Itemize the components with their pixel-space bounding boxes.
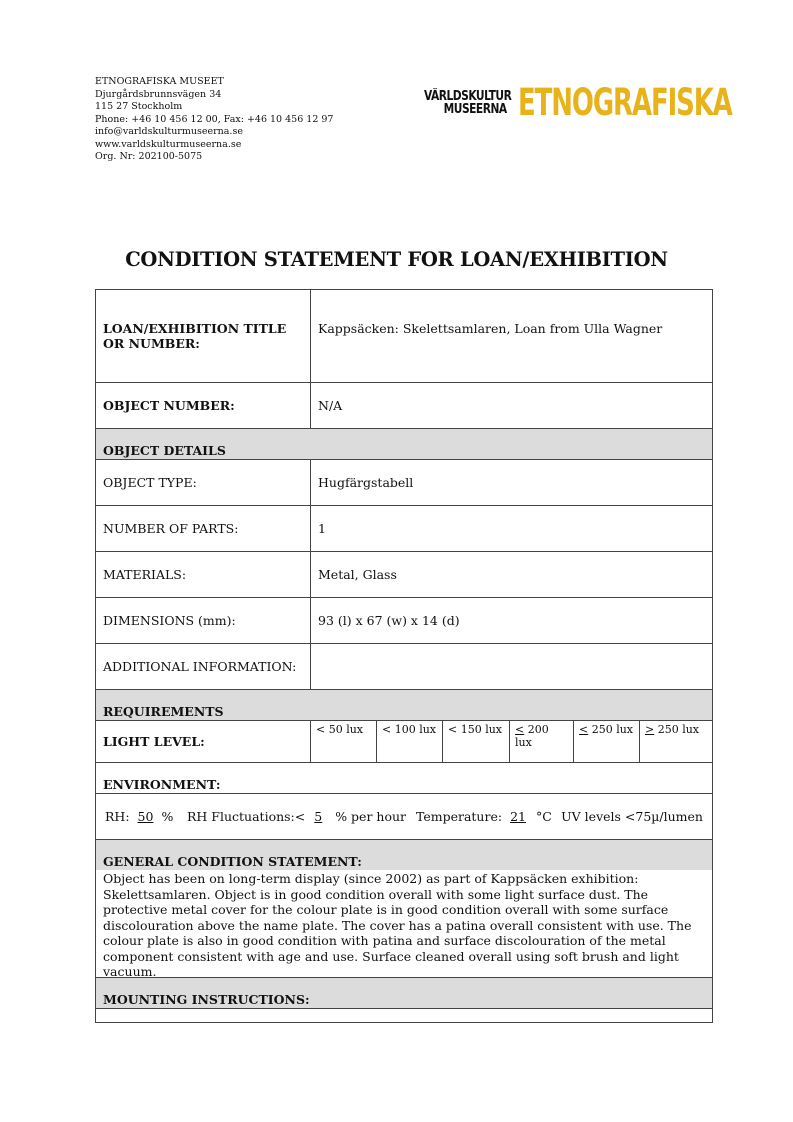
light-level-row [96, 720, 712, 762]
rh-value[interactable]: 50 [137, 809, 154, 824]
requirements-heading: REQUIREMENTS [96, 689, 712, 720]
light-level-options [311, 721, 712, 762]
object-type-row [96, 459, 712, 505]
light-option-text: 150 lux [457, 723, 503, 736]
object-number-value[interactable]: N/A [318, 398, 343, 413]
environment-row [96, 793, 712, 839]
light-option[interactable] [510, 721, 574, 762]
object-type-label: OBJECT TYPE: [96, 460, 311, 505]
loan-title-label: LOAN/EXHIBITION TITLE OR NUMBER: [96, 290, 311, 382]
loan-title-row [96, 290, 712, 382]
light-option-text: 250 lux [654, 723, 700, 736]
object-type-value[interactable]: Hugfärgstabell [318, 475, 414, 490]
light-option-prefix: > [645, 723, 655, 736]
logo-wordmark: ETNOGRAFISKA [518, 81, 733, 124]
light-option-prefix: < [316, 723, 326, 736]
object-number-label: OBJECT NUMBER: [96, 383, 311, 428]
address-line: 115 27 Stockholm [95, 101, 183, 112]
address-line: www.varldskulturmuseerna.se [95, 138, 242, 150]
address-line: Phone: +46 10 456 12 00, Fax: +46 10 456 12 97 [95, 113, 334, 125]
parts-value[interactable]: 1 [318, 521, 326, 536]
dimensions-value[interactable]: 93 (l) x 67 (w) x 14 (d) [318, 613, 460, 628]
dimensions-row [96, 597, 712, 643]
light-option[interactable] [443, 721, 510, 762]
object-number-row [96, 382, 712, 428]
museum-address [95, 76, 333, 164]
rh-fluct-value[interactable]: 5 [314, 809, 323, 824]
rh-unit: % [161, 809, 174, 824]
environment-heading: ENVIRONMENT: [96, 762, 712, 793]
rh-fluct-unit: % per hour [335, 809, 407, 824]
uv-levels: UV levels <75µ/lumen [561, 809, 703, 824]
rh-fluct-label: RH Fluctuations:< [187, 809, 306, 824]
loan-title-value[interactable]: Kappsäcken: Skelettsamlaren, Loan from Ulla Wagner [318, 321, 663, 336]
light-option[interactable] [640, 721, 712, 762]
additional-info-value[interactable] [311, 644, 712, 689]
additional-info-row [96, 643, 712, 689]
address-line: ETNOGRAFISKA MUSEET [95, 76, 224, 87]
light-option-text: 50 lux [325, 723, 364, 736]
light-option[interactable] [311, 721, 377, 762]
general-condition-text[interactable]: Object has been on long-term display (since 2002) as part of Kappsäcken exhibition: Skelettsamlaren. Object is in good condition overall with some light surface dust. The protective metal cover for the colour plate is in good condition overall with some surface discolouration above the name plate. The cover has a patina overall consistent with use. The colour plate is also in good condition with patina and surface discolouration of the metal component consistent with age and use. Surface cleaned overall using soft brush and light vacuum. [103, 871, 692, 979]
parts-row [96, 505, 712, 551]
object-details-heading: OBJECT DETAILS [96, 428, 712, 459]
logo-line-2: MUSEERNA [443, 102, 507, 117]
address-line: info@varldskulturmuseerna.se [95, 126, 243, 137]
light-option[interactable] [574, 721, 640, 762]
document-title: CONDITION STATEMENT FOR LOAN/EXHIBITION [125, 248, 668, 271]
logo-line-1: VÄRLDSKULTUR [424, 89, 512, 104]
materials-row [96, 551, 712, 597]
museum-logo [424, 81, 793, 124]
dimensions-label: DIMENSIONS (mm): [96, 598, 311, 643]
temperature-unit: °C [535, 809, 552, 824]
general-condition-heading: GENERAL CONDITION STATEMENT: [96, 839, 712, 870]
light-option-text: 200 lux [515, 723, 549, 749]
light-option[interactable] [377, 721, 443, 762]
materials-value[interactable]: Metal, Glass [318, 567, 397, 582]
materials-label: MATERIALS: [96, 552, 311, 597]
address-line: Org. Nr: 202100-5075 [95, 151, 203, 162]
temperature-value[interactable]: 21 [510, 809, 526, 824]
logo-stack [424, 90, 511, 116]
temperature-label: Temperature: [415, 809, 503, 824]
mounting-text[interactable] [96, 1008, 712, 1022]
light-option-text: 100 lux [391, 723, 437, 736]
light-option-text: 250 lux [588, 723, 634, 736]
mounting-heading: MOUNTING INSTRUCTIONS: [96, 977, 712, 1008]
rh-label: RH: [105, 809, 130, 824]
address-line: Djurgårdsbrunnsvägen 34 [95, 88, 222, 100]
light-option-prefix: < [448, 723, 458, 736]
light-option-prefix: < [382, 723, 392, 736]
condition-form [95, 289, 713, 1023]
light-option-prefix: < [579, 723, 589, 736]
light-level-label: LIGHT LEVEL: [96, 721, 311, 762]
light-option-prefix: < [515, 723, 525, 736]
parts-label: NUMBER OF PARTS: [96, 506, 311, 551]
additional-info-label: ADDITIONAL INFORMATION: [96, 644, 311, 689]
